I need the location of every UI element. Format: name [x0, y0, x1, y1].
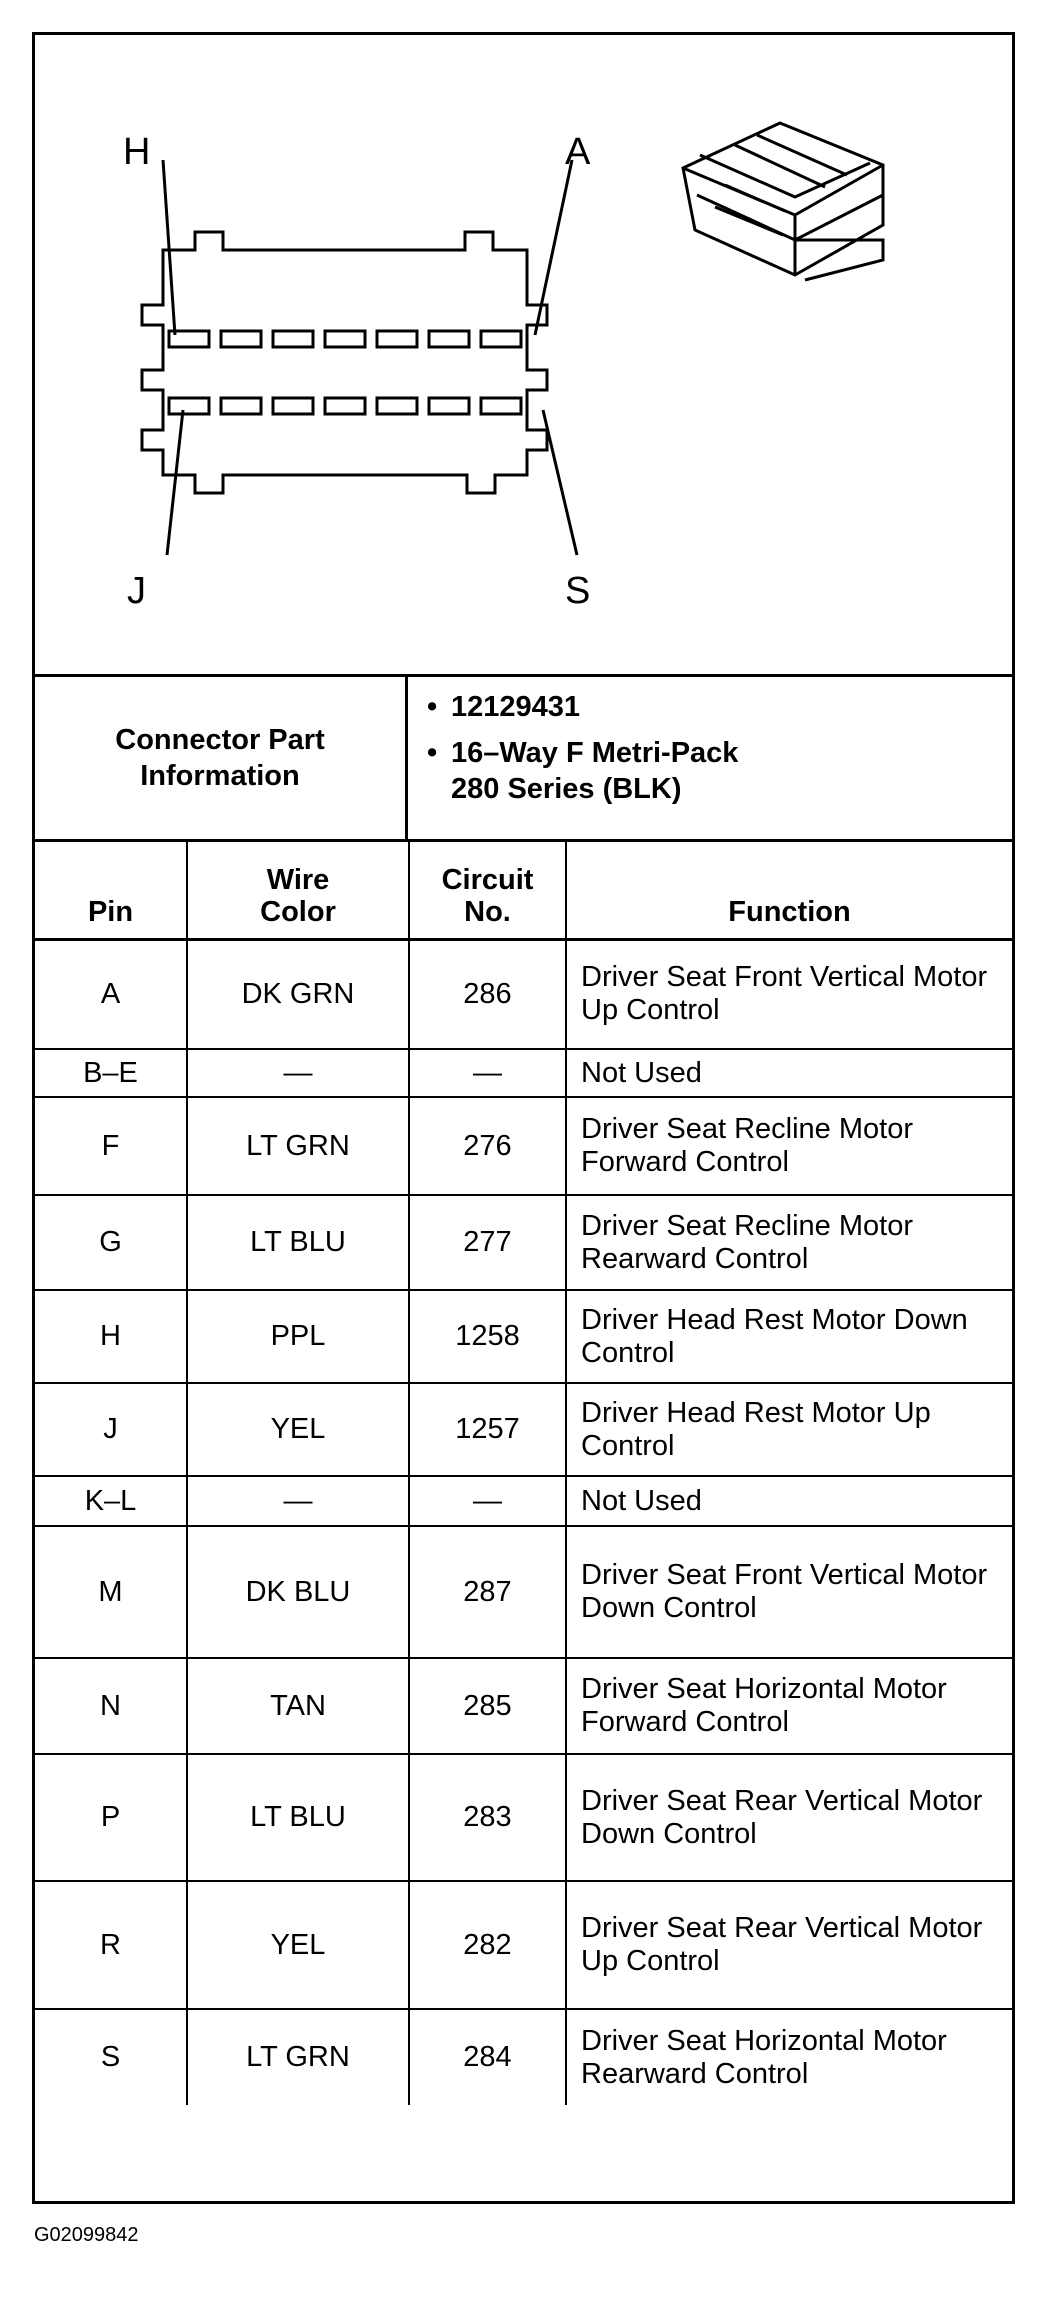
table-row: [35, 1049, 1012, 1097]
pin-label-j: J: [127, 570, 146, 612]
pin-cell: G: [35, 1195, 187, 1290]
pin-label-h: H: [123, 131, 151, 173]
table-row: [35, 1383, 1012, 1476]
connector-face-drawing: [35, 35, 1012, 677]
function-cell: Not Used: [566, 1049, 1012, 1097]
pin-label-s: S: [565, 570, 591, 612]
pin-cell: N: [35, 1658, 187, 1754]
leader-line-j: [167, 410, 183, 555]
connector-info-list: [421, 689, 1011, 817]
function-cell: Driver Seat Front Vertical Motor Down Control: [566, 1526, 1012, 1658]
table-row: [35, 1290, 1012, 1383]
connector-info-title-line1: Connector Part: [115, 724, 325, 756]
header-wire-color: Wire Color: [187, 842, 409, 939]
pin-cell: K–L: [35, 1476, 187, 1526]
connector-type-line2: 280 Series (BLK): [451, 773, 682, 805]
wire-color-cell: DK BLU: [187, 1526, 409, 1658]
header-pin: Pin: [35, 842, 187, 939]
table-row: [35, 1658, 1012, 1754]
figure-id: G02099842: [34, 2224, 139, 2246]
function-cell: Driver Seat Front Vertical Motor Up Control: [566, 939, 1012, 1049]
function-cell: Driver Seat Horizontal Motor Rearward Control: [566, 2009, 1012, 2105]
leader-line-a: [535, 160, 572, 335]
pin-cell: R: [35, 1881, 187, 2009]
circuit-no-cell: 277: [409, 1195, 566, 1290]
wire-color-cell: TAN: [187, 1658, 409, 1754]
wire-color-cell: —: [187, 1049, 409, 1097]
circuit-no-cell: 287: [409, 1526, 566, 1658]
function-cell: Driver Seat Recline Motor Forward Control: [566, 1097, 1012, 1195]
function-cell: Driver Seat Horizontal Motor Forward Control: [566, 1658, 1012, 1754]
pin-label-a: A: [565, 131, 591, 173]
connector-outline: [142, 232, 547, 493]
pinout-header-row: [35, 842, 1012, 939]
circuit-no-cell: —: [409, 1476, 566, 1526]
circuit-no-cell: 283: [409, 1754, 566, 1881]
wire-color-cell: LT BLU: [187, 1195, 409, 1290]
circuit-no-cell: 276: [409, 1097, 566, 1195]
circuit-no-cell: 284: [409, 2009, 566, 2105]
pin-cell: S: [35, 2009, 187, 2105]
pin-cell: B–E: [35, 1049, 187, 1097]
function-cell: Driver Seat Rear Vertical Motor Down Control: [566, 1754, 1012, 1881]
circuit-no-cell: 1258: [409, 1290, 566, 1383]
header-function: Function: [566, 842, 1012, 939]
bottom-row-cavities: [169, 398, 521, 414]
function-cell: Driver Head Rest Motor Up Control: [566, 1383, 1012, 1476]
function-cell: Not Used: [566, 1476, 1012, 1526]
header-circuit-no: Circuit No.: [409, 842, 566, 939]
pin-cell: J: [35, 1383, 187, 1476]
table-row: [35, 939, 1012, 1049]
wire-color-cell: LT GRN: [187, 1097, 409, 1195]
table-row: [35, 1754, 1012, 1881]
connector-part-number: • 12129431: [421, 689, 1011, 725]
leader-line-h: [163, 160, 175, 335]
wire-color-cell: LT BLU: [187, 1754, 409, 1881]
wire-color-cell: YEL: [187, 1383, 409, 1476]
connector-info-title-line2: Information: [140, 760, 300, 792]
function-cell: Driver Seat Recline Motor Rearward Control: [566, 1195, 1012, 1290]
connector-info-title: [35, 677, 408, 839]
function-cell: Driver Seat Rear Vertical Motor Up Control: [566, 1881, 1012, 2009]
circuit-no-cell: 285: [409, 1658, 566, 1754]
connector-sheet: [32, 32, 1015, 2204]
pin-cell: P: [35, 1754, 187, 1881]
pin-cell: H: [35, 1290, 187, 1383]
leader-line-s: [543, 410, 577, 555]
wire-color-cell: YEL: [187, 1881, 409, 2009]
pinout-table: [35, 842, 1012, 2105]
top-row-cavities: [169, 331, 521, 347]
table-row: [35, 1195, 1012, 1290]
pin-cell: F: [35, 1097, 187, 1195]
connector-type-line1: 16–Way F Metri-Pack: [451, 737, 739, 769]
table-row: [35, 1097, 1012, 1195]
connector-type: [421, 735, 1011, 807]
table-row: [35, 1881, 1012, 2009]
connector-diagram: [35, 35, 1012, 677]
table-row: [35, 2009, 1012, 2105]
wire-color-cell: DK GRN: [187, 939, 409, 1049]
circuit-no-cell: 1257: [409, 1383, 566, 1476]
circuit-no-cell: —: [409, 1049, 566, 1097]
table-row: [35, 1476, 1012, 1526]
function-cell: Driver Head Rest Motor Down Control: [566, 1290, 1012, 1383]
wire-color-cell: LT GRN: [187, 2009, 409, 2105]
pin-cell: M: [35, 1526, 187, 1658]
table-row: [35, 1526, 1012, 1658]
connector-isometric-view: [683, 123, 883, 280]
circuit-no-cell: 282: [409, 1881, 566, 2009]
connector-part-information: [35, 677, 1012, 842]
circuit-no-cell: 286: [409, 939, 566, 1049]
pin-cell: A: [35, 939, 187, 1049]
wire-color-cell: PPL: [187, 1290, 409, 1383]
wire-color-cell: —: [187, 1476, 409, 1526]
